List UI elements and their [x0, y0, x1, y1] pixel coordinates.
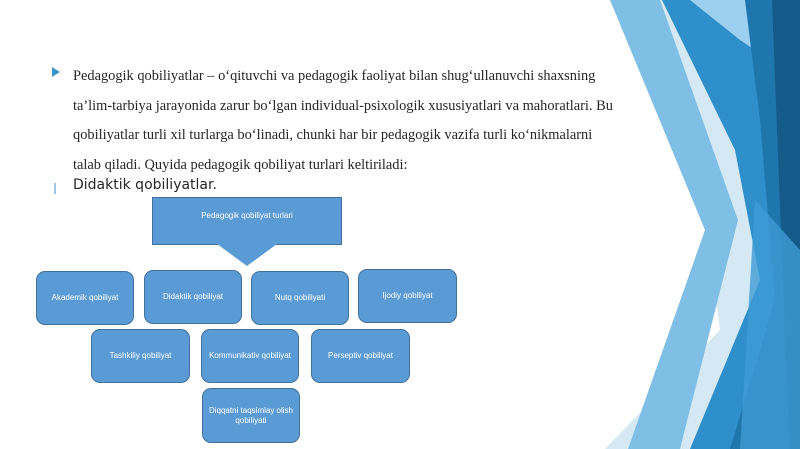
subheading: Didaktik qobiliyatlar. — [73, 177, 217, 193]
diagram-box-tashkiliy — [91, 329, 190, 383]
diagram-box-perseptiv — [311, 329, 410, 383]
diagram-box-label: Akademik qobiliyat — [51, 293, 119, 302]
diagram-root-box — [152, 197, 342, 245]
diagram-box-label: Perseptiv qobiliyat — [328, 351, 393, 360]
diagram-box-label: Ijodiy qobiliyat — [382, 291, 433, 300]
paragraph-bullet-icon — [52, 67, 60, 77]
intro-paragraph: Pedagogik qobiliyatlar – o‘qituvchi va pedagogik faoliyat bilan shug‘ullanuvchi shaxsning ta’lim-tarbiya jarayonida zarur bo‘lgan individual-psixologik xususiyatlari va mahoratlari. Bu qobiliyatlar turli xil turlarga bo‘linadi, chunki har bir pedagogik vazifa turli ko‘nikmalarni talab qiladi. Quyida pedagogik qobiliyat turlari keltiriladi: — [73, 68, 613, 173]
diagram-arrow-icon — [217, 244, 277, 266]
diagram-root-label: Pedagogik qobiliyat turlari — [201, 211, 293, 220]
diagram-box-label: Tashkiliy qobiliyat — [109, 351, 172, 360]
diagram-box-label: Nutq qobiliyati — [274, 293, 326, 302]
diagram-box-didaktik — [144, 270, 242, 324]
diagram-box-kommunikativ — [201, 329, 299, 383]
diagram-box-diqqat — [202, 388, 300, 443]
diagram-box-akademik — [36, 271, 134, 325]
diagram-box-label: Didaktik qobiliyat — [162, 292, 224, 301]
subheading-bullet-icon — [54, 183, 56, 194]
diagram-box-label: Diqqatni taqsimlay olish qobiliyati — [208, 405, 294, 425]
diagram-box-label: Kommunikativ qobiliyat — [209, 351, 291, 360]
diagram-box-nutq — [251, 271, 349, 325]
diagram-box-ijodiy — [358, 269, 457, 323]
